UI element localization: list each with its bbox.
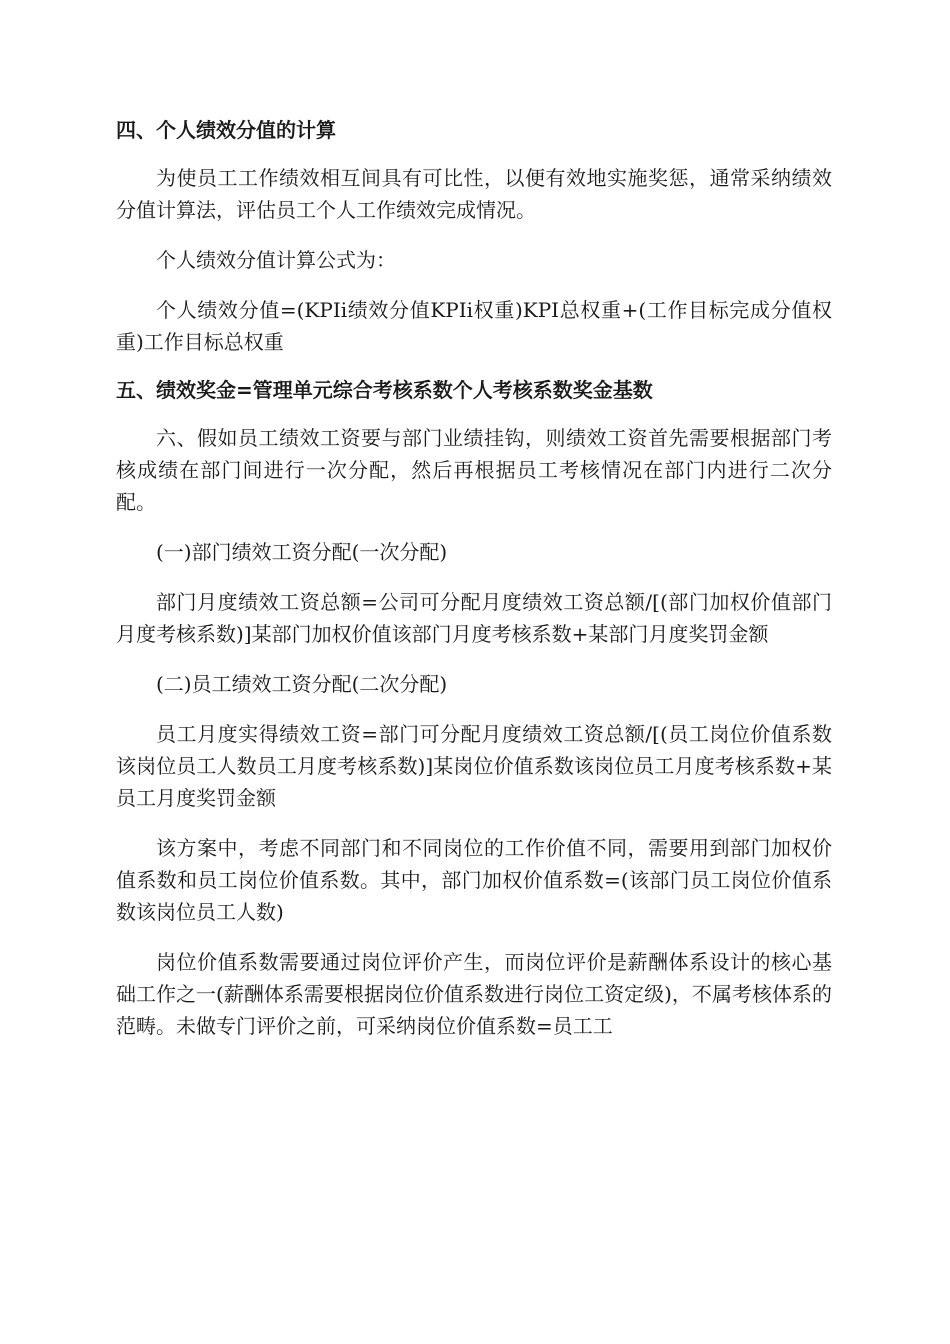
paragraph-employee-formula: 员工月度实得绩效工资=部门可分配月度绩效工资总额/[(员工岗位价值系数该岗位员工人数员工月度考核系数)]某岗位价值系数该岗位员工月度考核系数+某员工月度奖罚金额	[116, 722, 832, 810]
paragraph-formula: 个人绩效分值=(KPIi绩效分值KPIi权重)KPI总权重+(工作目标完成分值权重)工作目标总权重	[116, 298, 832, 354]
paragraph-position-value: 岗位价值系数需要通过岗位评价产生，而岗位评价是薪酬体系设计的核心基础工作之一(薪酬体系需要根据岗位价值系数进行岗位工资定级)，不属考核体系的范畴。未做专门评价之前，可采纳岗位价值系数=员工工	[116, 950, 832, 1038]
paragraph-dept-formula: 部门月度绩效工资总额=公司可分配月度绩效工资总额/[(部门加权价值部门月度考核系数)]某部门加权价值该部门月度考核系数+某部门月度奖罚金额	[116, 590, 832, 646]
paragraph-section-6: 六、假如员工绩效工资要与部门业绩挂钩，则绩效工资首先需要根据部门考核成绩在部门间进行一次分配，然后再根据员工考核情况在部门内进行二次分配。	[116, 426, 832, 514]
section-heading-5: 五、绩效奖金=管理单元综合考核系数个人考核系数奖金基数	[116, 378, 653, 402]
section-heading-4: 四、个人绩效分值的计算	[116, 118, 336, 142]
subheading-first-distribution: (一)部门绩效工资分配(一次分配)	[156, 540, 448, 564]
subheading-second-distribution: (二)员工绩效工资分配(二次分配)	[156, 672, 448, 696]
document-page	[116, 112, 832, 1042]
paragraph-scheme-note: 该方案中，考虑不同部门和不同岗位的工作价值不同，需要用到部门加权价值系数和员工岗位价值系数。其中，部门加权价值系数=(该部门员工岗位价值系数该岗位员工人数)	[116, 836, 832, 924]
paragraph-purpose: 为使员工工作绩效相互间具有可比性，以便有效地实施奖惩，通常采纳绩效分值计算法，评估员工个人工作绩效完成情况。	[116, 166, 832, 222]
paragraph-formula-intro: 个人绩效分值计算公式为：	[156, 248, 396, 272]
